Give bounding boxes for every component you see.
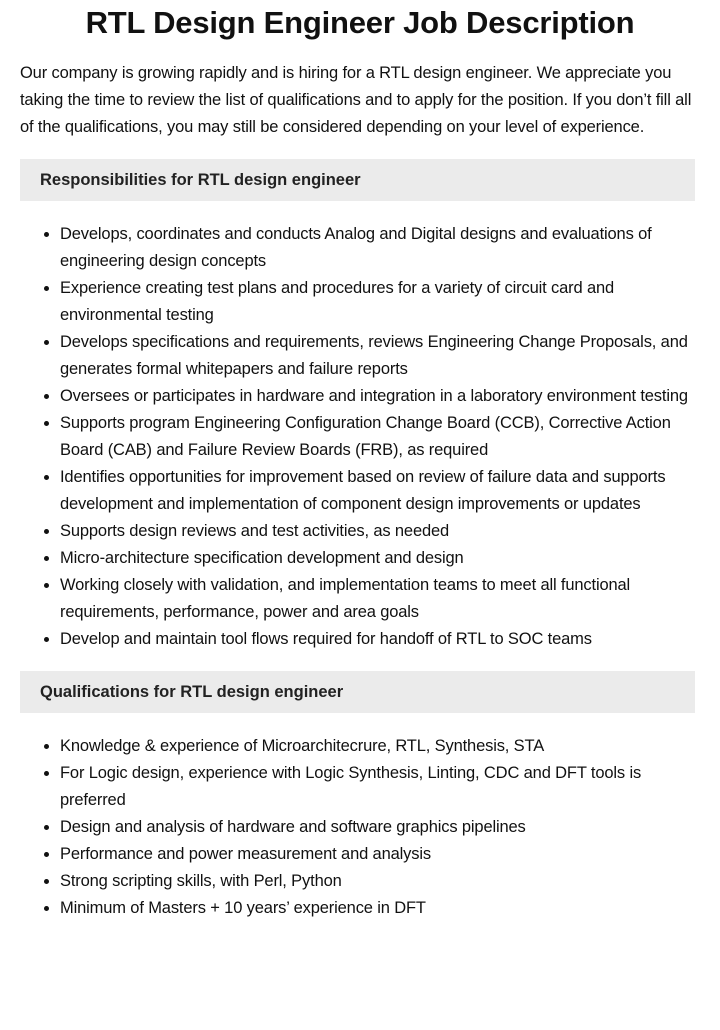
list-item: • Supports design reviews and test activities, as needed — [60, 518, 700, 545]
qualifications-list — [20, 733, 700, 922]
list-item: • Minimum of Masters + 10 years’ experience in DFT — [60, 895, 700, 922]
list-item: • Micro-architecture specification development and design — [60, 545, 700, 572]
list-item: • Knowledge & experience of Microarchitecrure, RTL, Synthesis, STA — [60, 733, 700, 760]
page-title: RTL Design Engineer Job Description — [85, 5, 635, 40]
list-item: • Performance and power measurement and analysis — [60, 841, 700, 868]
list-item: • For Logic design, experience with Logic Synthesis, Linting, CDC and DFT tools is preferred — [60, 760, 700, 814]
responsibilities-heading: Responsibilities for RTL design engineer — [20, 159, 695, 201]
list-item: • Experience creating test plans and procedures for a variety of circuit card and environmental testing — [60, 275, 700, 329]
list-item: • Supports program Engineering Configuration Change Board (CCB), Corrective Action Board (CAB) and Failure Review Boards (FRB), as required — [60, 410, 700, 464]
list-item: • Oversees or participates in hardware and integration in a laboratory environment testing — [60, 383, 700, 410]
intro-paragraph: Our company is growing rapidly and is hiring for a RTL design engineer. We appreciate you taking the time to review the list of qualifications and to apply for the position. If you don’t fill all of the qualifications, you may still be considered depending on your level of experience. — [20, 64, 692, 136]
list-item: • Design and analysis of hardware and software graphics pipelines — [60, 814, 700, 841]
list-item: • Working closely with validation, and implementation teams to meet all functional requirements, performance, power and area goals — [60, 572, 700, 626]
list-item: • Strong scripting skills, with Perl, Python — [60, 868, 700, 895]
list-item: • Identifies opportunities for improvement based on review of failure data and supports development and implementation of component design improvements or updates — [60, 464, 700, 518]
list-item: • Develops, coordinates and conducts Analog and Digital designs and evaluations of engineering design concepts — [60, 221, 700, 275]
list-item: • Develop and maintain tool flows required for handoff of RTL to SOC teams — [60, 626, 700, 653]
responsibilities-list — [20, 221, 700, 653]
list-item: • Develops specifications and requirements, reviews Engineering Change Proposals, and generates formal whitepapers and failure reports — [60, 329, 700, 383]
qualifications-heading: Qualifications for RTL design engineer — [20, 671, 695, 713]
